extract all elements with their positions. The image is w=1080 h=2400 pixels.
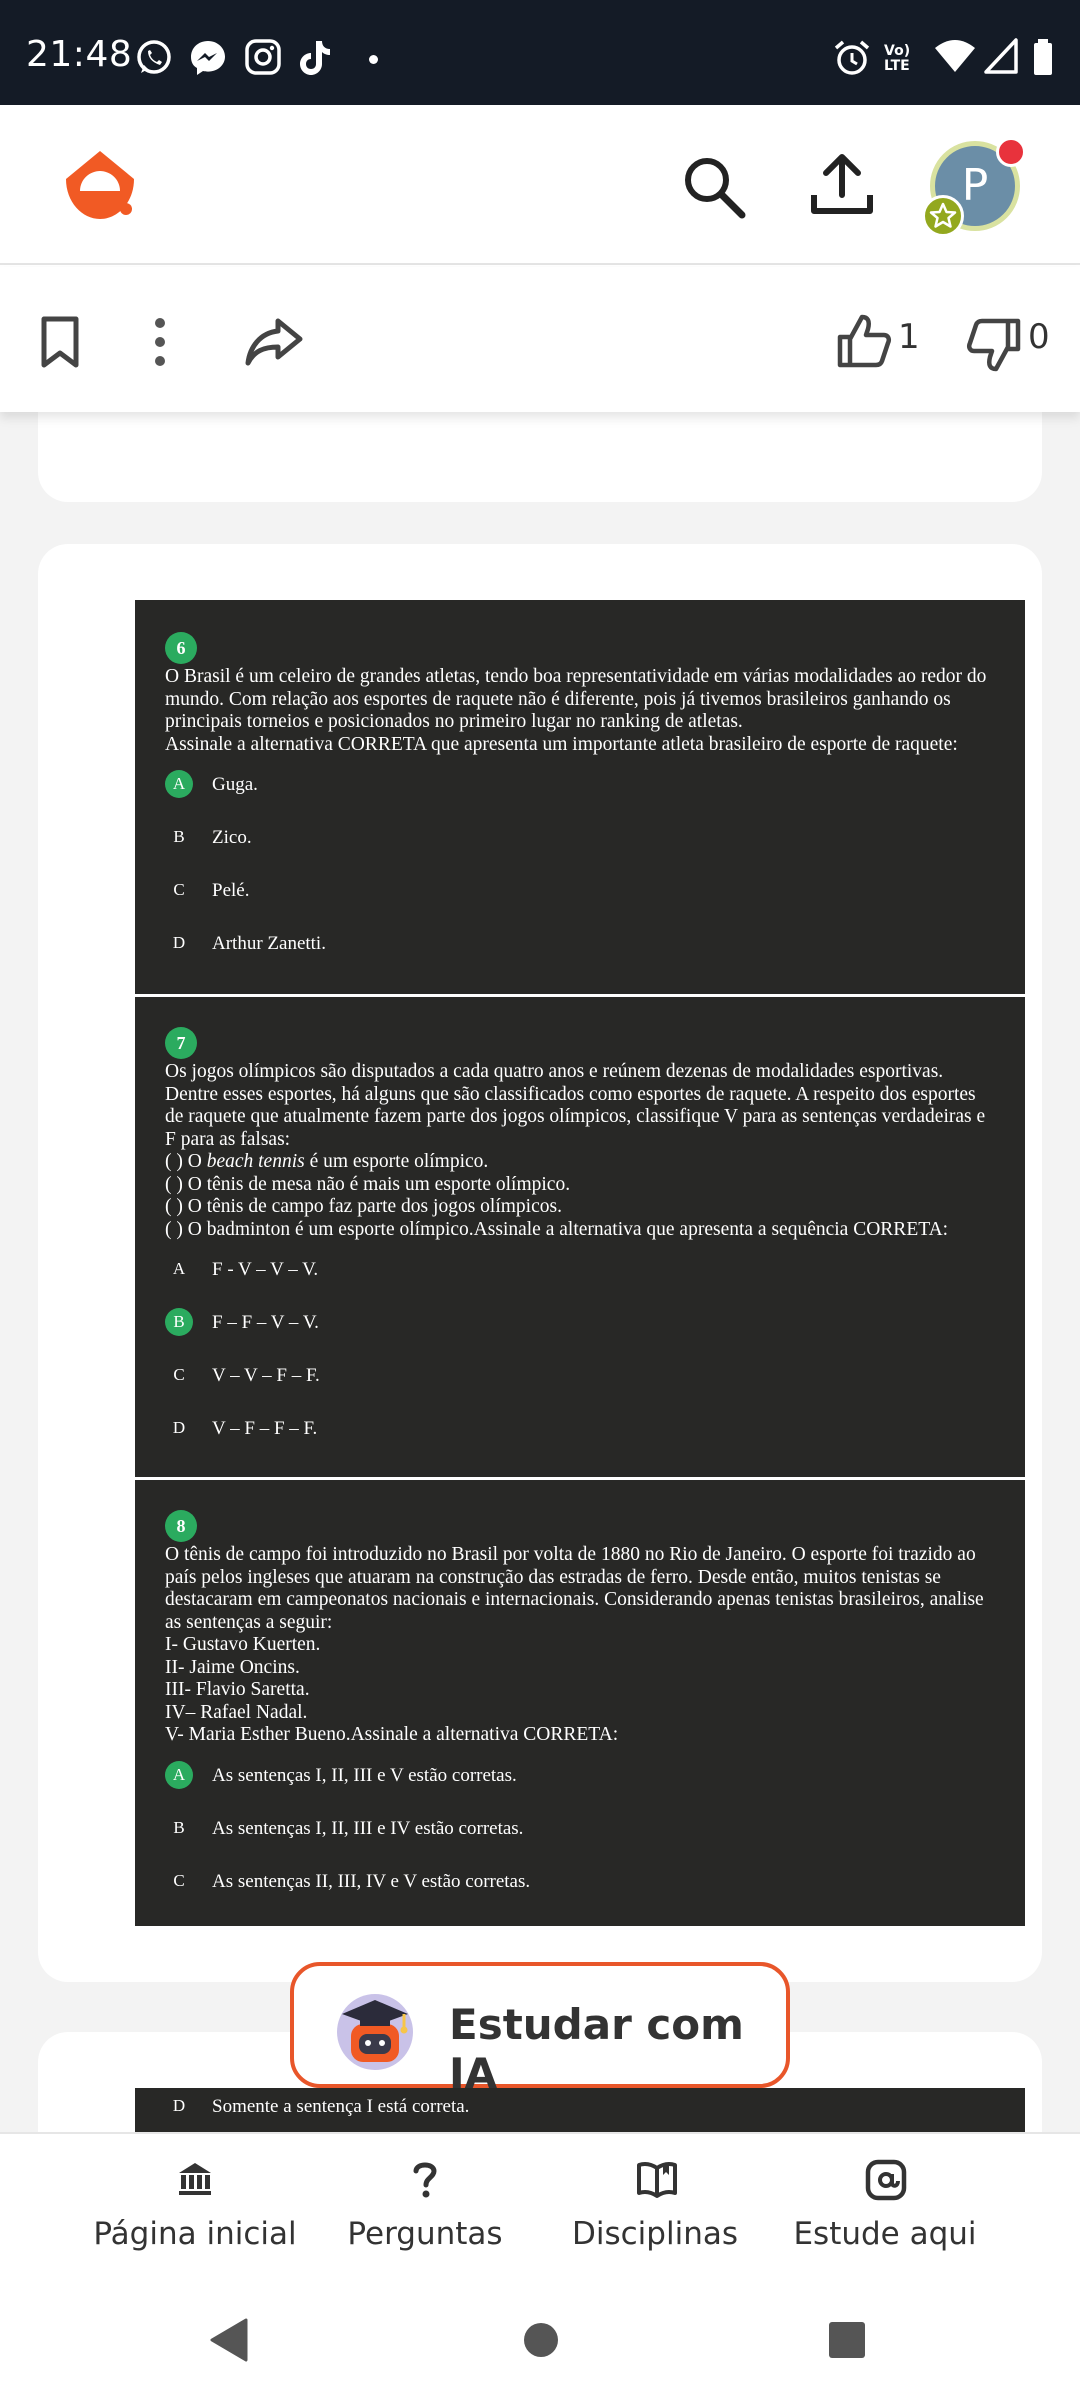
system-navigation-bar — [0, 2282, 1080, 2400]
statement: ( ) O tênis de campo faz parte dos jogos olímpicos. — [165, 1196, 562, 1217]
option-text: Guga. — [212, 774, 258, 795]
battery-icon — [1032, 38, 1054, 76]
option-text: Zico. — [212, 827, 252, 848]
book-icon — [635, 2159, 679, 2199]
option-b[interactable] — [165, 1308, 995, 1361]
star-badge — [922, 195, 964, 237]
tiktok-icon — [298, 38, 334, 78]
messenger-icon — [188, 38, 228, 78]
study-with-ai-button[interactable] — [290, 1962, 790, 2098]
option-text: V – F – F – F. — [212, 1418, 318, 1439]
option-letter: C — [173, 1365, 185, 1384]
option-letter: B — [173, 1817, 185, 1837]
option-letter: B — [173, 827, 185, 846]
option-d[interactable] — [165, 1414, 995, 1467]
question-actions — [0, 267, 1080, 412]
more-options-icon[interactable] — [150, 315, 170, 369]
question-block-6 — [135, 600, 1025, 994]
correct-marker: A — [165, 770, 193, 798]
share-icon[interactable] — [244, 317, 304, 367]
option-letter: D — [172, 1418, 186, 1437]
option-letter: C — [173, 1870, 185, 1890]
recents-icon[interactable] — [827, 2320, 867, 2360]
clock: 21:48 — [26, 34, 133, 75]
correct-marker: B — [165, 1308, 193, 1336]
option-c[interactable] — [165, 1867, 995, 1920]
correct-marker: A — [165, 1761, 193, 1789]
question-text: O tênis de campo foi introduzido no Brasil por volta de 1880 no Rio de Janeiro. O esporte foi trazido ao país pelos ingleses que atuaram na construção das estradas de ferro. Desde então, muitos tenistas se destacaram em campeonatos nacionais e internacionais. Considerando apenas tenistas brasileiros, analise as sentenças a seguir: — [165, 1544, 984, 1633]
bottom-navigation — [0, 2132, 1080, 2282]
question-icon — [405, 2159, 445, 2199]
option-text: Arthur Zanetti. — [212, 933, 326, 954]
statement: ( ) O badminton é um esporte olímpico.Assinale a alternativa que apresenta a sequência CORRETA: — [165, 1218, 949, 1240]
statement: III- Flavio Saretta. — [165, 1679, 310, 1700]
option-text: Somente a sentença I está correta. — [212, 2096, 470, 2117]
statement: V- Maria Esther Bueno.Assinale a alternativa CORRETA: — [165, 1724, 619, 1745]
option-a[interactable] — [165, 1761, 995, 1814]
search-icon[interactable] — [680, 153, 748, 221]
home-icon[interactable] — [521, 2320, 561, 2360]
option-b[interactable] — [165, 823, 995, 876]
nav-home[interactable] — [80, 2134, 310, 2284]
option-letter: D — [172, 933, 186, 952]
nav-label: Página inicial — [93, 2216, 297, 2252]
bookmark-icon[interactable] — [38, 315, 82, 369]
whatsapp-icon — [134, 38, 174, 78]
notification-badge — [996, 137, 1026, 167]
avatar[interactable]: P — [930, 141, 1020, 231]
instagram-icon — [244, 38, 282, 76]
at-icon — [865, 2159, 907, 2201]
statement: IV– Rafael Nadal. — [165, 1701, 308, 1723]
volte-badge: Vo) LTE — [884, 43, 911, 74]
question-block-7 — [135, 997, 1025, 1477]
nav-study-here[interactable] — [770, 2134, 1000, 2284]
option-a[interactable] — [165, 770, 995, 823]
question-number: 6 — [165, 632, 197, 664]
statement: ( ) O beach tennis é um esporte olímpico. — [165, 1151, 489, 1172]
option-d[interactable] — [165, 929, 995, 982]
question-text: Os jogos olímpicos são disputados a cada quatro anos e reúnem dezenas de modalidades esportivas. Dentre esses esportes, há alguns que são classificados como esportes de raquete. A respeito dos esportes de raquete que atualmente fazem parte dos jogos olímpicos, classifique V para as sentenças verdadeiras e F para as falsas: — [165, 1061, 986, 1150]
option-letter: D — [172, 2096, 186, 2115]
option-b[interactable] — [165, 1814, 995, 1867]
thumbs-down-icon[interactable] — [966, 317, 1022, 373]
bank-icon — [175, 2159, 215, 2199]
alarm-icon — [832, 38, 872, 78]
star-icon — [925, 198, 961, 234]
question-number: 8 — [165, 1510, 197, 1542]
option-text: As sentenças II, III, IV e V estão corretas. — [212, 1870, 531, 1892]
option-text: As sentenças I, II, III e V estão corretas. — [212, 1764, 517, 1786]
option-letter: A — [172, 1259, 186, 1278]
notification-dot — [369, 55, 378, 64]
option-letter: C — [173, 880, 185, 899]
option-text: F – F – V – V. — [212, 1312, 319, 1333]
option-text: Pelé. — [212, 880, 250, 901]
option-text: F - V – V – V. — [212, 1259, 319, 1280]
dislikes-count: 0 — [1028, 317, 1050, 357]
option-text: As sentenças I, II, III e IV estão corretas. — [212, 1817, 524, 1839]
back-icon[interactable] — [206, 2316, 250, 2364]
app-header — [0, 105, 1080, 265]
thumbs-up-icon[interactable] — [836, 313, 892, 369]
wifi-icon — [934, 38, 976, 74]
statement: ( ) O tênis de mesa não é mais um esporte olímpico. — [165, 1173, 571, 1195]
status-bar — [0, 0, 1080, 105]
statement: I- Gustavo Kuerten. — [165, 1634, 321, 1655]
previous-card — [38, 412, 1042, 502]
content-scroll-area[interactable] — [0, 412, 1080, 2132]
nav-questions[interactable] — [310, 2134, 540, 2284]
question-prompt: Assinale a alternativa CORRETA que apresenta um importante atleta brasileiro de esporte de raquete: — [165, 733, 958, 755]
nav-label: Perguntas — [347, 2216, 503, 2252]
option-c[interactable] — [165, 876, 995, 929]
question-text: O Brasil é um celeiro de grandes atletas, tendo boa representatividade em várias modalidades ao redor do mundo. Com relação aos esportes de raquete não é diferente, pois já tivemos brasileiros ganhando os principais torneios e posicionados no primeiro lugar no ranking de atletas. — [165, 666, 987, 732]
question-number: 7 — [165, 1027, 197, 1059]
option-a[interactable] — [165, 1255, 995, 1308]
option-c[interactable] — [165, 1361, 995, 1414]
nav-label: Estude aqui — [793, 2216, 977, 2252]
ai-robot-icon — [330, 1986, 420, 2072]
upload-icon[interactable] — [808, 151, 876, 219]
likes-count: 1 — [898, 317, 920, 357]
question-block-8 — [135, 1480, 1025, 1926]
statement: II- Jaime Oncins. — [165, 1656, 300, 1678]
option-d[interactable] — [165, 2092, 995, 2132]
option-text: V – V – F – F. — [212, 1365, 320, 1386]
study-with-ai-label: Estudar com IA — [449, 2000, 744, 2098]
brainly-logo[interactable] — [60, 147, 140, 227]
nav-subjects[interactable] — [540, 2134, 770, 2284]
nav-label: Disciplinas — [572, 2216, 738, 2252]
signal-icon — [984, 38, 1018, 74]
